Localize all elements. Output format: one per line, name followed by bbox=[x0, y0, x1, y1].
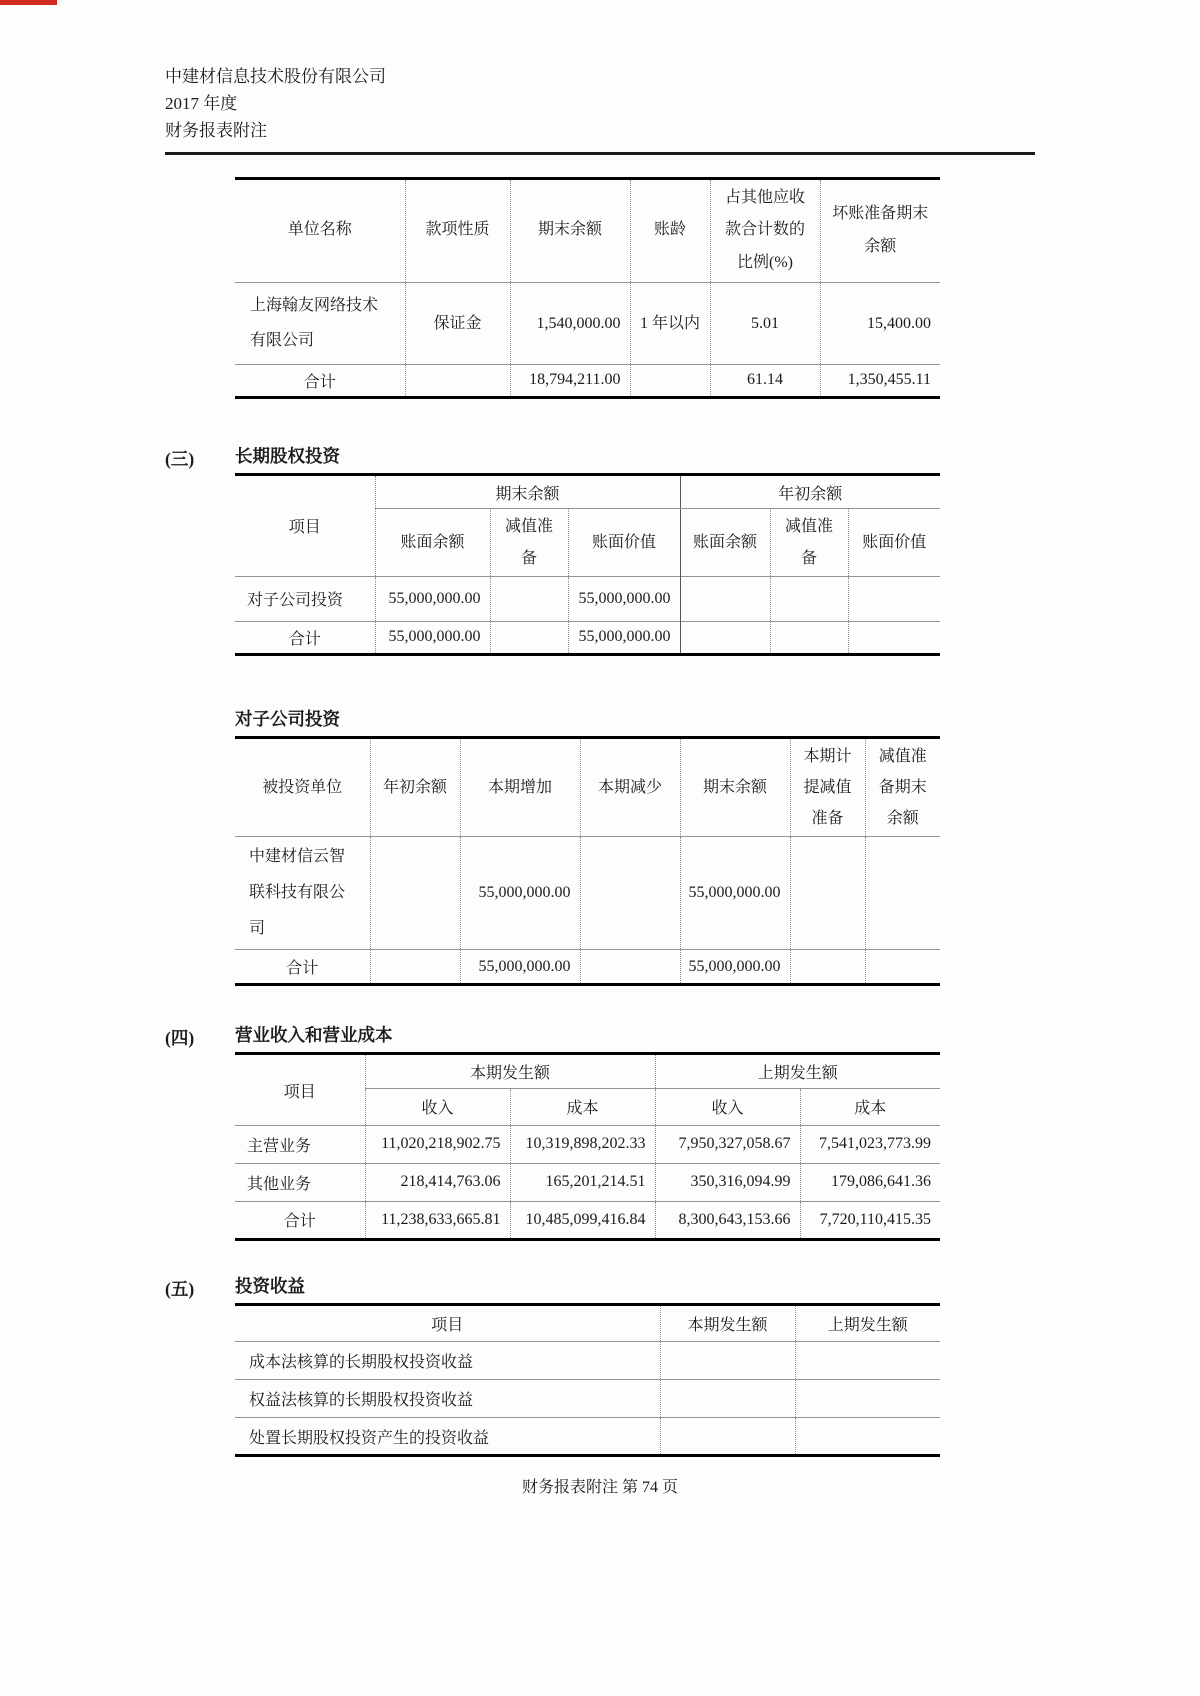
table-row bbox=[235, 282, 940, 364]
revenue-cost-table bbox=[235, 1055, 940, 1241]
empty-cell bbox=[770, 621, 848, 654]
group-header-row bbox=[235, 1055, 940, 1088]
empty-cell bbox=[865, 837, 940, 950]
empty-cell bbox=[795, 1380, 940, 1418]
col-header-increase: 本期增加 bbox=[460, 739, 580, 837]
total-row bbox=[235, 1201, 940, 1239]
col-header-aging: 账龄 bbox=[630, 178, 710, 282]
col-header-nature: 款项性质 bbox=[405, 178, 510, 282]
col-header-cost: 成本 bbox=[800, 1088, 940, 1125]
subsidiary-investment-table bbox=[235, 739, 940, 987]
col-header-book-balance: 账面余额 bbox=[375, 509, 490, 576]
amount-cell: 7,950,327,058.67 bbox=[655, 1125, 800, 1163]
ratio-cell: 61.14 bbox=[710, 364, 820, 397]
col-header-beginning-balance: 年初余额 bbox=[370, 739, 460, 837]
amount-cell: 8,300,643,153.66 bbox=[655, 1201, 800, 1239]
group-header-beginning: 年初余额 bbox=[680, 476, 940, 509]
header-row bbox=[235, 739, 940, 837]
section-title-box bbox=[235, 1022, 940, 1055]
table-row bbox=[235, 837, 940, 950]
empty-cell bbox=[630, 364, 710, 397]
group-header-current: 本期发生额 bbox=[365, 1055, 655, 1088]
col-header-unit-name: 单位名称 bbox=[287, 221, 352, 239]
amount-cell: 350,316,094.99 bbox=[655, 1163, 800, 1201]
col-header-decrease: 本期减少 bbox=[580, 739, 680, 837]
empty-cell bbox=[370, 837, 460, 950]
table-row bbox=[235, 1163, 940, 1201]
amount-cell: 55,000,000.00 bbox=[680, 950, 790, 985]
col-header-item: 项目 bbox=[283, 1083, 316, 1101]
empty-cell bbox=[490, 621, 568, 654]
header-row bbox=[235, 1306, 940, 1342]
amount-cell: 10,319,898,202.33 bbox=[510, 1125, 655, 1163]
amount-cell: 179,086,641.36 bbox=[800, 1163, 940, 1201]
amount-cell: 55,000,000.00 bbox=[460, 837, 580, 950]
nature-cell: 保证金 bbox=[405, 282, 510, 364]
empty-cell bbox=[790, 837, 865, 950]
col-header-impairment: 减值准备 bbox=[490, 509, 568, 576]
row-label: 对子公司投资 bbox=[235, 576, 375, 621]
section-title: 投资收益 bbox=[235, 1275, 305, 1296]
col-header-revenue: 收入 bbox=[655, 1088, 800, 1125]
empty-cell bbox=[580, 950, 680, 985]
section-title-box bbox=[235, 1273, 940, 1306]
row-label: 其他业务 bbox=[235, 1163, 365, 1201]
amount-cell: 55,000,000.00 bbox=[568, 621, 680, 654]
col-header-item: 项目 bbox=[431, 1317, 464, 1335]
document-title: 财务报表附注 bbox=[165, 120, 267, 140]
section-heading-5 bbox=[165, 1273, 940, 1306]
company-name: 中建材信息技术股份有限公司 bbox=[165, 67, 386, 86]
empty-cell bbox=[848, 621, 940, 654]
report-period: 2017 年度 bbox=[165, 93, 238, 113]
other-receivables-table bbox=[235, 177, 940, 399]
header-rule bbox=[165, 152, 1035, 155]
unit-name-cell: 上海翰友网络技术有限公司 bbox=[235, 282, 405, 364]
col-header-book-value: 账面价值 bbox=[848, 509, 940, 576]
row-label: 权益法核算的长期股权投资收益 bbox=[235, 1380, 660, 1418]
row-label: 处置长期股权投资产生的投资收益 bbox=[235, 1418, 660, 1456]
total-row bbox=[235, 950, 940, 985]
empty-cell bbox=[660, 1342, 795, 1380]
section-heading-3 bbox=[165, 443, 940, 476]
empty-cell bbox=[580, 837, 680, 950]
table-row bbox=[235, 1418, 940, 1456]
col-header-current: 本期发生额 bbox=[660, 1306, 795, 1342]
section-title-box bbox=[235, 443, 940, 476]
amount-cell: 218,414,763.06 bbox=[365, 1163, 510, 1201]
amount-cell: 55,000,000.00 bbox=[375, 621, 490, 654]
col-header-investee: 被投资单位 bbox=[262, 779, 343, 797]
document-header bbox=[165, 0, 1035, 145]
amount-cell: 18,794,211.00 bbox=[510, 364, 630, 397]
table-row bbox=[235, 576, 940, 621]
section-title: 营业收入和营业成本 bbox=[235, 1025, 393, 1046]
total-label: 合计 bbox=[235, 950, 370, 985]
ratio-cell: 5.01 bbox=[710, 282, 820, 364]
long-term-equity-table bbox=[235, 476, 940, 656]
aging-cell: 1 年以内 bbox=[630, 282, 710, 364]
empty-cell bbox=[660, 1418, 795, 1456]
section-number: (三) bbox=[165, 448, 195, 469]
empty-cell bbox=[680, 576, 770, 621]
amount-cell: 15,400.00 bbox=[820, 282, 940, 364]
group-header-row bbox=[235, 476, 940, 509]
row-label: 主营业务 bbox=[235, 1125, 365, 1163]
empty-cell bbox=[795, 1342, 940, 1380]
group-header-prior: 上期发生额 bbox=[655, 1055, 940, 1088]
amount-cell: 7,541,023,773.99 bbox=[800, 1125, 940, 1163]
col-header-cost: 成本 bbox=[510, 1088, 655, 1125]
row-label: 成本法核算的长期股权投资收益 bbox=[235, 1342, 660, 1380]
empty-cell bbox=[865, 950, 940, 985]
amount-cell: 55,000,000.00 bbox=[460, 950, 580, 985]
empty-cell bbox=[770, 576, 848, 621]
table-row bbox=[235, 1125, 940, 1163]
amount-cell: 55,000,000.00 bbox=[680, 837, 790, 950]
empty-cell bbox=[405, 364, 510, 397]
investment-income-table bbox=[235, 1306, 940, 1458]
amount-cell: 55,000,000.00 bbox=[568, 576, 680, 621]
group-header-ending: 期末余额 bbox=[375, 476, 680, 509]
amount-cell: 7,720,110,415.35 bbox=[800, 1201, 940, 1239]
col-header-impairment-provision: 本期计提减值准备 bbox=[790, 739, 865, 837]
header-row bbox=[235, 178, 940, 282]
col-header-impairment-ending: 减值准备期末余额 bbox=[865, 739, 940, 837]
amount-cell: 165,201,214.51 bbox=[510, 1163, 655, 1201]
amount-cell: 1,540,000.00 bbox=[510, 282, 630, 364]
subsidiary-table-title: 对子公司投资 bbox=[235, 708, 340, 729]
amount-cell: 11,020,218,902.75 bbox=[365, 1125, 510, 1163]
amount-cell: 10,485,099,416.84 bbox=[510, 1201, 655, 1239]
investee-name-cell: 中建材信云智联科技有限公司 bbox=[235, 837, 370, 950]
total-label: 合计 bbox=[235, 1201, 365, 1239]
section-heading-4 bbox=[165, 1022, 940, 1055]
total-row bbox=[235, 621, 940, 654]
amount-cell: 55,000,000.00 bbox=[375, 576, 490, 621]
section-number: (四) bbox=[165, 1028, 195, 1049]
empty-cell bbox=[490, 576, 568, 621]
table-row bbox=[235, 1380, 940, 1418]
subsidiary-table-title-box bbox=[235, 706, 940, 739]
amount-cell: 11,238,633,665.81 bbox=[365, 1201, 510, 1239]
scan-artifact bbox=[0, 0, 57, 5]
col-header-impairment: 减值准备 bbox=[770, 509, 848, 576]
total-label: 合计 bbox=[235, 364, 405, 397]
empty-cell bbox=[660, 1380, 795, 1418]
empty-cell bbox=[680, 621, 770, 654]
col-header-bad-debt-reserve: 坏账准备期末余额 bbox=[820, 178, 940, 282]
col-header-book-balance: 账面余额 bbox=[680, 509, 770, 576]
col-header-prior: 上期发生额 bbox=[795, 1306, 940, 1342]
table-row bbox=[235, 1342, 940, 1380]
section-number: (五) bbox=[165, 1278, 195, 1299]
section-title: 长期股权投资 bbox=[235, 445, 340, 466]
col-header-book-value: 账面价值 bbox=[568, 509, 680, 576]
col-header-ending-balance: 期末余额 bbox=[680, 739, 790, 837]
col-header-item: 项目 bbox=[288, 519, 321, 537]
total-row bbox=[235, 364, 940, 397]
col-header-ending-balance: 期末余额 bbox=[510, 178, 630, 282]
amount-cell: 1,350,455.11 bbox=[820, 364, 940, 397]
col-header-revenue: 收入 bbox=[365, 1088, 510, 1125]
col-header-ratio: 占其他应收款合计数的比例(%) bbox=[710, 178, 820, 282]
empty-cell bbox=[790, 950, 865, 985]
empty-cell bbox=[795, 1418, 940, 1456]
total-label: 合计 bbox=[235, 621, 375, 654]
empty-cell bbox=[848, 576, 940, 621]
page-footer: 财务报表附注 第 74 页 bbox=[521, 1479, 678, 1496]
empty-cell bbox=[370, 950, 460, 985]
